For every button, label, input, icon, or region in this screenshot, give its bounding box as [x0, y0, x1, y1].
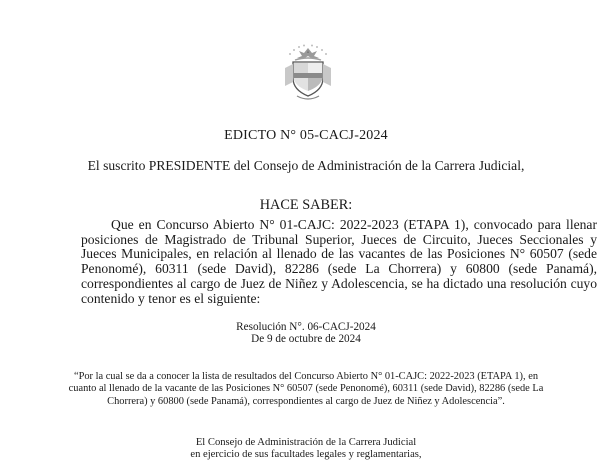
- council-line: El Consejo de Administración de la Carrera Judicial: [195, 437, 417, 448]
- issuer-statement: El suscrito PRESIDENTE del Consejo de Administración de la Carrera Judicial,: [87, 158, 525, 173]
- body-paragraph: Que en Concurso Abierto N° 01-CAJC: 2022-2023 (ETAPA 1), convocado para llenar posiciones de Magistrado de Tribunal Superior, Jueces de Circuito, Jueces Seccionales y Jueces Municipales, en relación al llenado de las vacantes de las Posiciones N° 60507 (sede Penonomé), 60311 (sede David), 82286 (sede La Chorrera) y 60800 (sede Panamá), correspondientes al cargo de Juez de Niñez y Adolescencia, se ha dictado una resolución cuyo contenido y tenor es el siguiente:: [81, 217, 597, 306]
- powers-line: en ejercicio de sus facultades legales y reglamentarias,: [190, 449, 422, 460]
- resolution-number: Resolución N°. 06-CACJ-2024: [236, 321, 376, 333]
- edict-title: EDICTO N° 05-CACJ-2024: [224, 128, 388, 143]
- declaration-heading: HACE SABER:: [259, 197, 353, 213]
- resolution-quote: “Por la cual se da a conocer la lista de resultados del Concurso Abierto N° 01-CAJC: 2022-2023 (ETAPA 1), en cuanto al llenado de la vacante de las Posiciones N° 60507 (sede Penonomé), 60311 (sede David), 82286 (sede La Chorrera) y 60800 (sede Panamá), correspondientes al cargo de Juez de Niñez y Adolescencia”.: [68, 371, 544, 407]
- resolution-date: De 9 de octubre de 2024: [251, 333, 361, 345]
- panama-coat-of-arms-icon: [275, 38, 341, 104]
